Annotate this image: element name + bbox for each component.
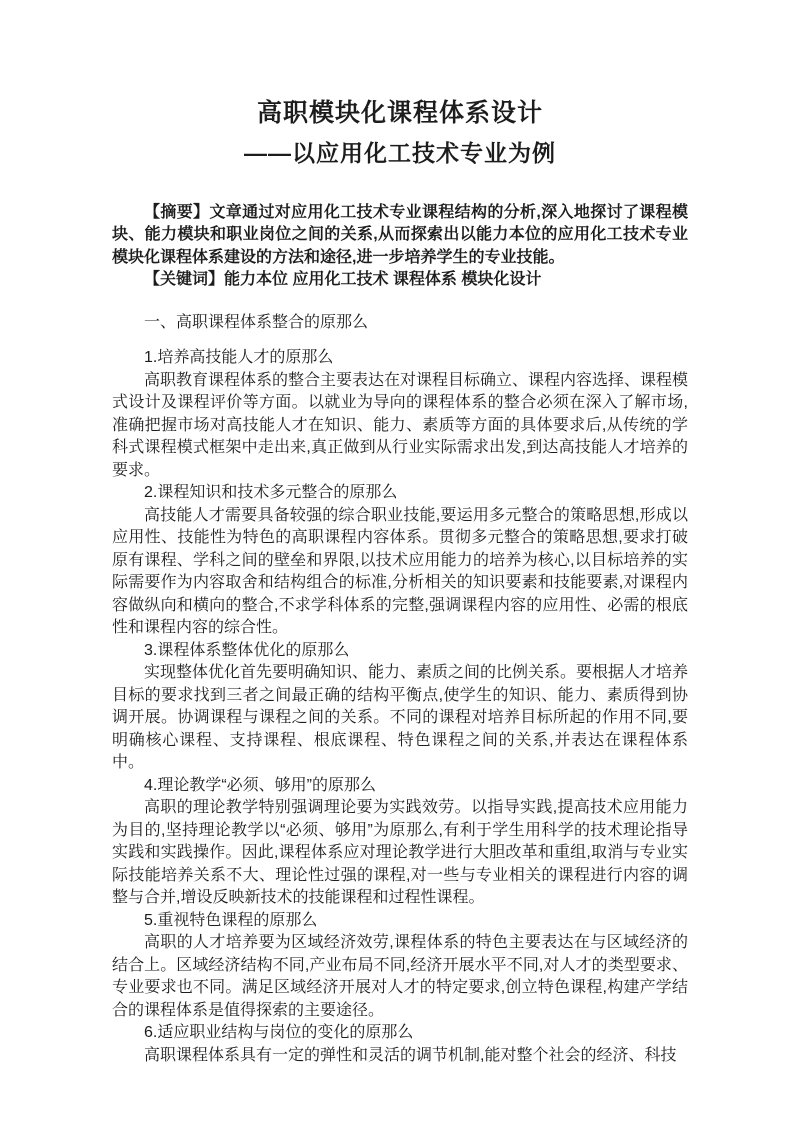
keywords-line: 【关键词】能力本位 应用化工技术 课程体系 模块化设计: [144, 271, 542, 289]
item-heading-1: 1.培养高技能人才的原那么: [144, 349, 334, 367]
document-title: 高职模块化课程体系设计: [256, 99, 543, 127]
item-body-1: 高职教育课程体系的整合主要表达在对课程目标确立、课程内容选择、课程模式设计及课程评价等方面。以就业为导向的课程体系的整合必须在深入了解市场,准确把握市场对高技能人才在知识、能力、素质等方面的具体要求后,从传统的学科式课程模式框架中走出来,真正做到从行业实际需求出发,到达高技能人才培养的要求。: [112, 371, 689, 479]
item-heading-6: 6.适应职业结构与岗位的变化的原那么: [144, 1024, 414, 1042]
item-heading-4: 4.理论教学“必须、够用”的原那么: [144, 776, 377, 794]
section-heading: 一、高职课程体系整合的原那么: [144, 313, 369, 331]
item-heading-3: 3.课程体系整体优化的原那么: [144, 641, 350, 659]
item-body-6: 高职课程体系具有一定的弹性和灵活的调节机制,能对整个社会的经济、科技: [144, 1046, 677, 1064]
item-heading-5: 5.重视特色课程的原那么: [144, 911, 318, 929]
item-body-4: 高职的理论教学特别强调理论要为实践效劳。以指导实践,提高技术应用能力为目的,坚持理论教学以“必须、够用”为原那么,有利于学生用科学的技术理论指导实践和实践操作。因此,课程体系应对理论教学进行大胆改革和重组,取消与专业实际技能培养关系不大、理论性过强的课程,对一些与专业相关的课程进行内容的调整与合并,增设反映新技术的技能课程和过程性课程。: [112, 799, 688, 907]
item-heading-2: 2.课程知识和技术多元整合的原那么: [144, 484, 398, 502]
item-body-2: 高技能人才需要具备较强的综合职业技能,要运用多元整合的策略思想,形成以应用性、技能性为特色的高职课程内容体系。贯彻多元整合的策略思想,要求打破原有课程、学科之间的壁垒和界限,以技术应用能力的培养为核心,以目标培养的实际需要作为内容取舍和结构组合的标准,分析相关的知识要素和技能要素,对课程内容做纵向和横向的整合,不求学科体系的完整,强调课程内容的应用性、必需的根底性和课程内容的综合性。: [112, 506, 688, 637]
abstract-paragraph: 【摘要】文章通过对应用化工技术专业课程结构的分析,深入地探讨了课程模块、能力模块和职业岗位之间的关系,从而探索出以能力本位的应用化工技术专业模块化课程体系建设的方法和途径,进一步培养学生的专业技能。: [112, 203, 688, 266]
item-body-5: 高职的人才培养要为区域经济效劳,课程体系的特色主要表达在与区域经济的结合上。区域经济结构不同,产业布局不同,经济开展水平不同,对人才的类型要求、专业要求也不同。满足区域经济开展对人才的特定要求,创立特色课程,构建产学结合的课程体系是值得探索的主要途径。: [112, 934, 688, 1019]
document-subtitle: ——以应用化工技术专业为例: [244, 140, 556, 166]
item-body-3: 实现整体优化首先要明确知识、能力、素质之间的比例关系。要根据人才培养目标的要求找到三者之间最正确的结构平衡点,使学生的知识、能力、素质得到协调开展。协调课程与课程之间的关系。不同的课程对培养目标所起的作用不同,要明确核心课程、支持课程、根底课程、特色课程之间的关系,并表达在课程体系中。: [112, 664, 689, 772]
